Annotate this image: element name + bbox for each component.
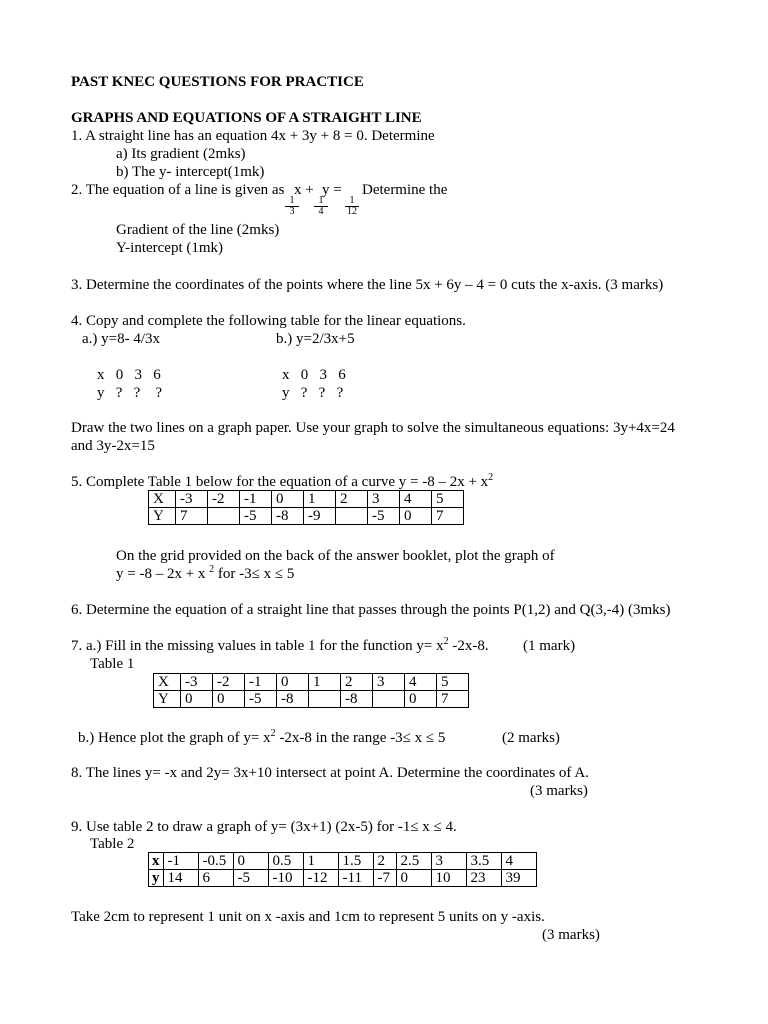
table-cell: 0: [213, 691, 245, 708]
q7-b-text-b: -2x-8 in the range -3≤ x ≤ 5: [275, 730, 446, 746]
q4-stem: 4. Copy and complete the following table for the linear equations.: [71, 313, 466, 329]
table-cell: 2: [336, 491, 368, 508]
table-row: [149, 491, 464, 508]
table-cell: 5: [432, 491, 464, 508]
table-row: [149, 870, 537, 887]
q5-stem-text: 5. Complete Table 1 below for the equation of a curve y = -8 – 2x + x: [71, 474, 489, 490]
q2-stem-start: 2. The equation of a line is given as: [71, 182, 285, 198]
q4-b-x-row: x 0 3 6: [282, 367, 346, 383]
q7-b-marks: (2 marks): [502, 730, 560, 746]
q9-table: [148, 852, 537, 887]
q5-plot-text-b: for -3≤ x ≤ 5: [214, 566, 295, 582]
q7-b-text-a: b.) Hence plot the graph of y= x: [78, 730, 271, 746]
q8-text: 8. The lines y= -x and 2y= 3x+10 intersect at point A. Determine the coordinates of A.: [71, 765, 589, 781]
table-cell: [309, 691, 341, 708]
document-title: PAST KNEC QUESTIONS FOR PRACTICE: [71, 74, 364, 90]
table-cell: -2: [213, 674, 245, 691]
table-cell: [373, 691, 405, 708]
table-cell: 5: [437, 674, 469, 691]
table-row: [154, 674, 469, 691]
q4-a-x-row: x 0 3 6: [97, 367, 161, 383]
table-cell: -8: [272, 508, 304, 525]
table-cell: 0.5: [268, 853, 303, 870]
q5-plot-line-1: On the grid provided on the back of the answer booklet, plot the graph of: [116, 548, 555, 564]
q7-table-label: Table 1: [90, 656, 135, 672]
q2-fraction-1-denominator: 3: [289, 206, 295, 217]
table-cell: 3.5: [466, 853, 501, 870]
table-cell: Y: [149, 508, 176, 525]
q2-stem-end: Determine the: [362, 182, 448, 198]
table-cell: 0: [181, 691, 213, 708]
table-cell: -0.5: [198, 853, 233, 870]
table-cell: -3: [176, 491, 208, 508]
table-cell: 0: [405, 691, 437, 708]
q2-fraction-3-numerator: 1: [345, 196, 359, 207]
q2-fraction-2-denominator: 4: [318, 206, 324, 217]
table-cell: -3: [181, 674, 213, 691]
table-cell: 2: [373, 853, 396, 870]
q3-text: 3. Determine the coordinates of the points where the line 5x + 6y – 4 = 0 cuts the x-axis. (3 marks): [71, 277, 664, 293]
table-cell: -11: [338, 870, 373, 887]
table-cell: 4: [501, 853, 536, 870]
table-cell: 6: [198, 870, 233, 887]
table-cell: -5: [233, 870, 268, 887]
table-cell: X: [149, 491, 176, 508]
table-cell: -12: [303, 870, 338, 887]
table-cell: [336, 508, 368, 525]
q2-y-term: y =: [322, 182, 342, 198]
table-cell: 4: [400, 491, 432, 508]
table-cell: -2: [208, 491, 240, 508]
q2-fraction-1-numerator: 1: [285, 196, 299, 207]
q5-plot-exponent: 2: [209, 564, 215, 575]
table-cell: 0: [233, 853, 268, 870]
table-cell: -5: [245, 691, 277, 708]
table-cell: 1: [303, 853, 338, 870]
table-cell: -9: [304, 508, 336, 525]
q4-a-label: a.) y=8- 4/3x: [82, 331, 161, 347]
q5-table: [148, 490, 464, 525]
q2-fraction-3-denominator: 12: [347, 206, 357, 217]
table-cell: -10: [268, 870, 303, 887]
table-cell: -7: [373, 870, 396, 887]
q9-marks: (3 marks): [542, 927, 600, 943]
q8-marks: (3 marks): [530, 783, 588, 799]
table-cell: x: [149, 853, 164, 870]
table-cell: 2: [341, 674, 373, 691]
table-cell: 14: [163, 870, 198, 887]
table-cell: -1: [163, 853, 198, 870]
q7-a-marks: (1 mark): [523, 638, 576, 654]
q4-draw-line-1: Draw the two lines on a graph paper. Use your graph to solve the simultaneous equations: 3y+4x=24: [71, 420, 675, 436]
table-cell: [208, 508, 240, 525]
table-cell: 39: [501, 870, 536, 887]
table-cell: 7: [437, 691, 469, 708]
table-cell: y: [149, 870, 164, 887]
q9-scale-text: Take 2cm to represent 1 unit on x -axis and 1cm to represent 5 units on y -axis.: [71, 909, 545, 925]
table-cell: 2.5: [396, 853, 431, 870]
table-cell: -1: [245, 674, 277, 691]
q4-b-label: b.) y=2/3x+5: [276, 331, 355, 347]
table-row: [154, 691, 469, 708]
q1-part-b: b) The y- intercept(1mk): [116, 164, 265, 180]
q2-fraction-3: [345, 196, 359, 217]
q5-plot-text-a: y = -8 – 2x + x: [116, 566, 210, 582]
table-cell: 0: [396, 870, 431, 887]
q7-stem-text-a: 7. a.) Fill in the missing values in table 1 for the function y= x: [71, 638, 444, 654]
q4-draw-line-2: and 3y-2x=15: [71, 438, 155, 454]
table-cell: -1: [240, 491, 272, 508]
table-cell: Y: [154, 691, 181, 708]
q2-x-term: x +: [294, 182, 314, 198]
table-cell: 1: [309, 674, 341, 691]
q7-b-exponent: 2: [270, 728, 276, 739]
table-cell: -5: [368, 508, 400, 525]
table-cell: 23: [466, 870, 501, 887]
table-cell: 4: [405, 674, 437, 691]
table-cell: 7: [176, 508, 208, 525]
q9-table-label: Table 2: [90, 836, 135, 852]
q7-table: [153, 673, 469, 708]
q5-plot-line-2: [116, 565, 294, 583]
table-cell: 3: [431, 853, 466, 870]
q4-a-y-row: y ? ? ?: [97, 385, 162, 401]
q6-text: 6. Determine the equation of a straight line that passes through the points P(1,2) and Q(3,-4) (3mks): [71, 602, 671, 618]
q5-stem: [71, 473, 493, 491]
table-cell: 10: [431, 870, 466, 887]
table-row: [149, 508, 464, 525]
table-cell: 3: [368, 491, 400, 508]
q2-fraction-1: [285, 196, 299, 217]
table-cell: 0: [400, 508, 432, 525]
table-row: [149, 853, 537, 870]
q5-stem-exponent: 2: [488, 472, 494, 483]
q7-part-b: [78, 729, 445, 747]
q1-stem: 1. A straight line has an equation 4x + 3y + 8 = 0. Determine: [71, 128, 435, 144]
q7-stem: [71, 637, 489, 655]
q2-line-1: Gradient of the line (2mks): [116, 222, 280, 238]
table-cell: 3: [373, 674, 405, 691]
q7-stem-text-b: -2x-8.: [448, 638, 489, 654]
table-cell: X: [154, 674, 181, 691]
section-heading: GRAPHS AND EQUATIONS OF A STRAIGHT LINE: [71, 110, 422, 126]
q1-part-a: a) Its gradient (2mks): [116, 146, 246, 162]
q7-stem-exponent: 2: [443, 636, 449, 647]
table-cell: 0: [277, 674, 309, 691]
table-cell: -8: [341, 691, 373, 708]
q9-stem: 9. Use table 2 to draw a graph of y= (3x+1) (2x-5) for -1≤ x ≤ 4.: [71, 819, 457, 835]
q2-line-2: Y-intercept (1mk): [116, 240, 224, 256]
table-cell: -5: [240, 508, 272, 525]
table-cell: -8: [277, 691, 309, 708]
q4-b-y-row: y ? ? ?: [282, 385, 344, 401]
table-cell: 1: [304, 491, 336, 508]
q2-fraction-2: [314, 196, 328, 217]
table-cell: 7: [432, 508, 464, 525]
table-cell: 0: [272, 491, 304, 508]
q2-fraction-2-numerator: 1: [314, 196, 328, 207]
table-cell: 1.5: [338, 853, 373, 870]
